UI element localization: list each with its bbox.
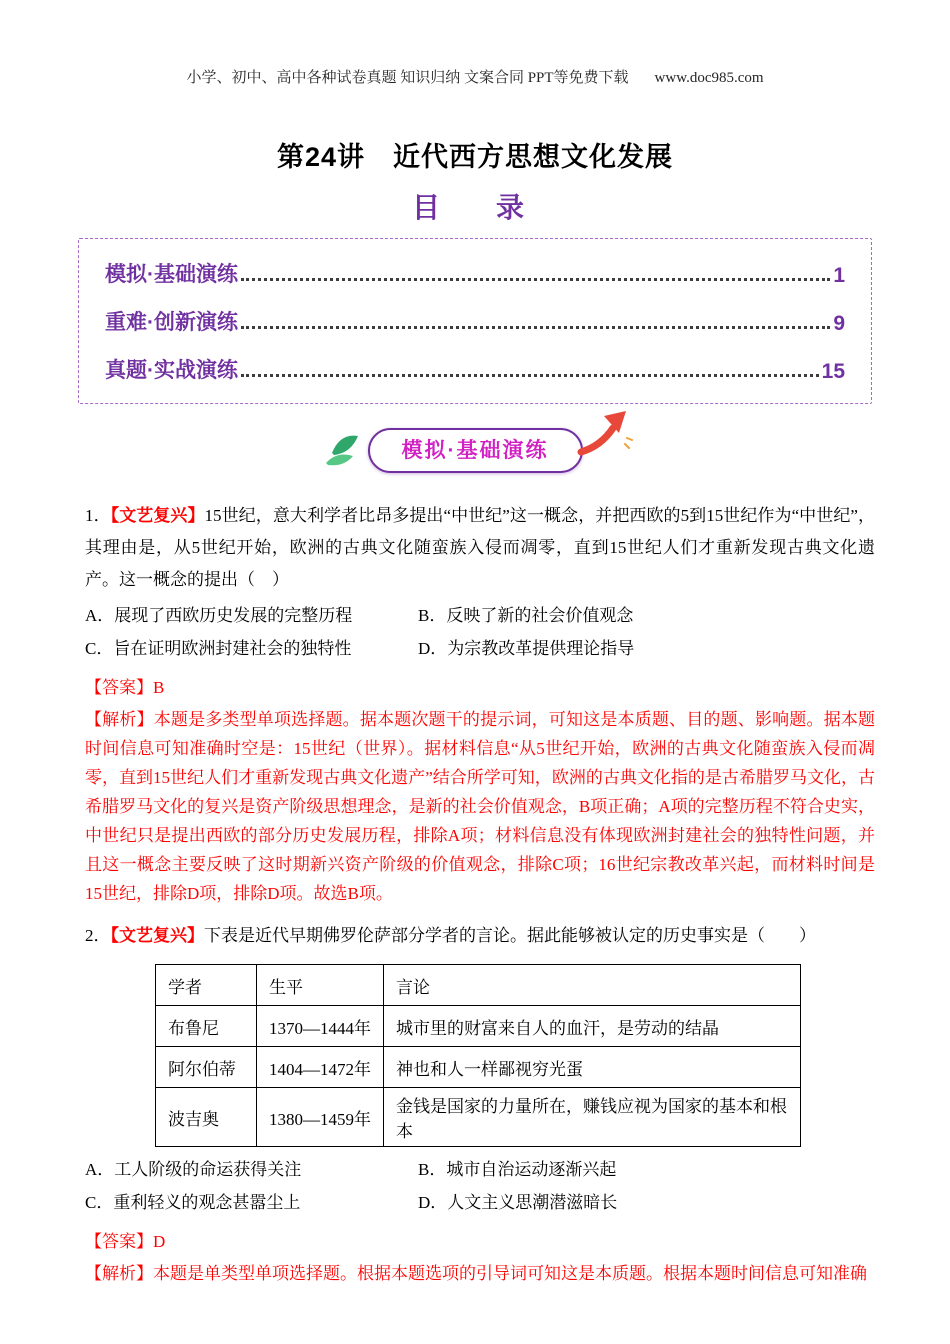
table-row (156, 1088, 801, 1147)
analysis-text: 本题是单类型单项选择题。根据本题选项的引导词可知这是本质题。根据本题时间信息可知准确 (153, 1264, 867, 1283)
question-1-stem (85, 500, 875, 596)
option-d: D．人文主义思潮潜滋暗长 (418, 1193, 618, 1212)
table-header-row (156, 965, 801, 1006)
table-cell-quote: 神也和人一样鄙视穷光蛋 (384, 1047, 801, 1088)
question-topic-tag: 【文艺复兴】 (110, 926, 204, 945)
option-b: B．反映了新的社会价值观念 (418, 606, 634, 625)
question-1-answer-line (85, 673, 875, 703)
toc-entry-label[interactable]: 真题·实战演练 (105, 359, 238, 382)
question-number: 1． (85, 506, 111, 525)
toc-leader-dots (241, 374, 819, 377)
answer-value: D (153, 1232, 166, 1251)
option-c: C．重利轻义的观念甚嚣尘上 (85, 1193, 301, 1212)
table-row (156, 1006, 801, 1047)
question-table (155, 964, 801, 1147)
question-1-analysis (85, 705, 875, 908)
table-row (156, 1047, 801, 1088)
option-a: A．展现了西欧历史发展的完整历程 (85, 606, 353, 625)
table-cell-quote: 城市里的财富来自人的血汗，是劳动的结晶 (384, 1006, 801, 1047)
table-header-quote: 言论 (384, 965, 801, 1006)
question-text: 15世纪，意大利学者比昂多提出“中世纪”这一概念，并把西欧的5到15世纪作为“中世纪”，其理由是，从5世纪开始，欧洲的古典文化随蛮族入侵而凋零，直到15世纪人们才重新发现古典文化遗产。这一概念的提出（ ） (85, 506, 875, 589)
table-cell-life: 1380—1459年 (257, 1088, 384, 1147)
option-b: B．城市自治运动逐渐兴起 (418, 1160, 617, 1179)
question-number: 2． (85, 926, 111, 945)
analysis-label: 【解析】 (85, 710, 154, 729)
toc-page-number[interactable]: 9 (833, 312, 845, 335)
doc-title: 第24讲 近代西方思想文化发展 (276, 142, 674, 172)
analysis-text: 本题是多类型单项选择题。据本题次题干的提示词，可知这是本质题、目的题、影响题。据本题时间信息可知准确时空是：15世纪（世界）。据材料信息“从5世纪开始，欧洲的古典文化随蛮族入侵而凋零，直到15世纪人们才重新发现古典文化遗产”结合所学可知，欧洲的古典文化指的是古希腊罗马文化，古希腊罗马文化的复兴是资产阶级思想理念，是新的社会价值观念，B项正确；A项的完整历程不符合史实，中世纪只是提出西欧的部分历史发展历程，排除A项；材料信息没有体现欧洲封建社会的独特性问题，并且这一概念主要反映了这时期新兴资产阶级的价值观念，排除C项；16世纪宗教改革兴起，而材料时间是15世纪，排除D项，排除D项。故选B项。 (85, 710, 876, 903)
option-a: A．工人阶级的命运获得关注 (85, 1160, 302, 1179)
answer-label: 【答案】 (85, 1232, 153, 1251)
toc-entry[interactable] (105, 249, 845, 297)
section-badge (368, 434, 583, 464)
toc-title: 目 录 (411, 192, 538, 223)
table-cell-life: 1404—1472年 (257, 1047, 384, 1088)
answer-value: B (153, 678, 165, 697)
toc-entry-label[interactable]: 重难·创新演练 (105, 311, 238, 334)
question-2-options (85, 1153, 875, 1219)
site-header (0, 0, 950, 87)
toc-entry-label[interactable]: 模拟·基础演练 (105, 263, 238, 286)
option-c: C．旨在证明欧洲封建社会的独特性 (85, 639, 352, 658)
arrow-decoration-icon (577, 408, 633, 461)
question-2-analysis (85, 1259, 875, 1288)
question-2-answer-line (85, 1227, 875, 1257)
toc-entry[interactable] (105, 297, 845, 345)
question-topic-tag: 【文艺复兴】 (110, 506, 205, 525)
table-header-scholar: 学者 (156, 965, 257, 1006)
answer-label: 【答案】 (85, 678, 153, 697)
leaf-decoration-icon (324, 427, 374, 474)
site-promo-text: 小学、初中、高中各种试卷真题 知识归纳 文案合同 PPT等免费下载 (186, 70, 629, 86)
toc-page-number[interactable]: 1 (833, 264, 845, 287)
toc-page-number[interactable]: 15 (821, 360, 845, 383)
table-cell-scholar: 阿尔伯蒂 (156, 1047, 257, 1088)
document-body (85, 500, 875, 1288)
question-1-options (85, 599, 875, 665)
question-text: 下表是近代早期佛罗伦萨部分学者的言论。据此能够被认定的历史事实是（ ） (204, 926, 816, 945)
site-url-link[interactable]: www.doc985.com (654, 70, 764, 86)
table-cell-quote: 金钱是国家的力量所在，赚钱应视为国家的基本和根本 (384, 1088, 801, 1147)
question-2-stem (85, 920, 875, 952)
table-header-life: 生平 (257, 965, 384, 1006)
table-cell-scholar: 布鲁尼 (156, 1006, 257, 1047)
toc-leader-dots (241, 278, 830, 281)
toc-box (78, 238, 872, 404)
table-cell-scholar: 波吉奥 (156, 1088, 257, 1147)
toc-entry[interactable] (105, 345, 845, 393)
toc-leader-dots (241, 326, 830, 329)
table-cell-life: 1370—1444年 (257, 1006, 384, 1047)
option-d: D．为宗教改革提供理论指导 (418, 639, 635, 658)
analysis-label: 【解析】 (85, 1264, 153, 1283)
section-badge-label: 模拟·基础演练 (368, 428, 583, 473)
